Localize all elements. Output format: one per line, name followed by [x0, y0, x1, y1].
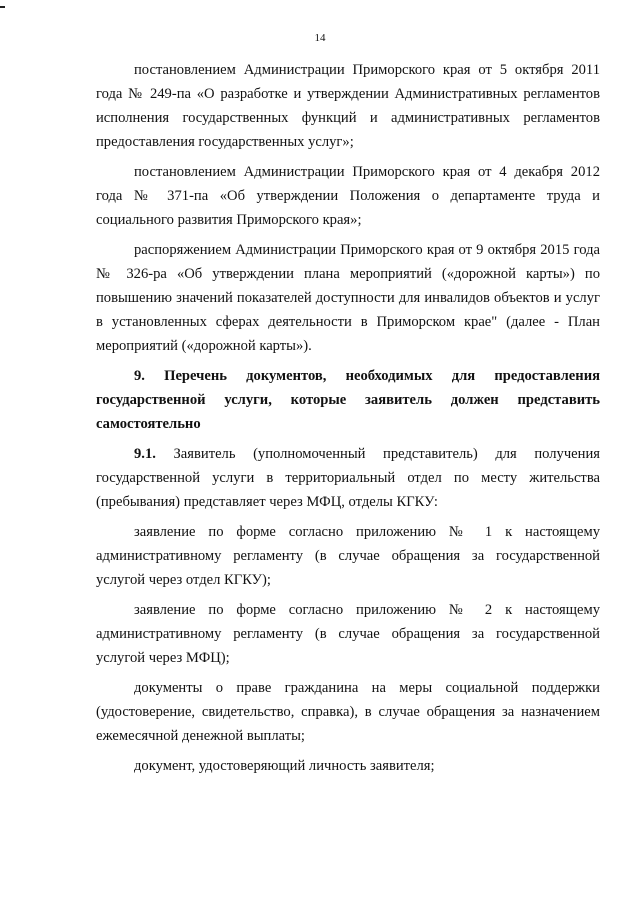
subsection-text: Заявитель (уполномоченный представитель) для получения государственной услуги в территориальный отдел по месту жительства (пребывания) представляет через МФЦ, отделы КГКУ: — [96, 446, 600, 510]
scan-edge-mark — [0, 6, 5, 8]
list-item: заявление по форме согласно приложению № 1 к настоящему административному регламенту (в случае обращения за государственной услугой через отдел КГКУ); — [96, 524, 600, 588]
subsection-9-1 — [96, 442, 600, 514]
paragraph-order-2015: распоряжением Администрации Приморского края от 9 октября 2015 года № 326-ра «Об утверждении плана мероприятий («дорожной карты») по повышению значений показателей доступности для инвалидов объектов и услуг в установленных сферах деятельности в Приморском крае" (далее - План мероприятий («дорожной карты»). — [96, 242, 600, 354]
document-body — [96, 58, 600, 784]
subsection-number: 9.1. — [134, 446, 156, 462]
list-item: заявление по форме согласно приложению № 2 к настоящему административному регламенту (в случае обращения за государственной услугой через МФЦ); — [96, 602, 600, 666]
paragraph-decree-2011: постановлением Администрации Приморского края от 5 октября 2011 года № 249-па «О разработке и утверждении Административных регламентов исполнения государственных функций и административных регламентов предоставления государственных услуг»; — [96, 62, 600, 150]
list-item: документ, удостоверяющий личность заявителя; — [134, 758, 435, 774]
paragraph-decree-2012: постановлением Администрации Приморского края от 4 декабря 2012 года № 371-па «Об утверждении Положения о департаменте труда и социального развития Приморского края»; — [96, 164, 600, 228]
list-item: документы о праве гражданина на меры социальной поддержки (удостоверение, свидетельство, справка), в случае обращения за назначением ежемесячной денежной выплаты; — [96, 680, 600, 744]
page-number: 14 — [314, 32, 326, 44]
section-heading: 9. Перечень документов, необходимых для предоставления государственной услуги, которые заявитель должен представить самостоятельно — [96, 368, 600, 432]
